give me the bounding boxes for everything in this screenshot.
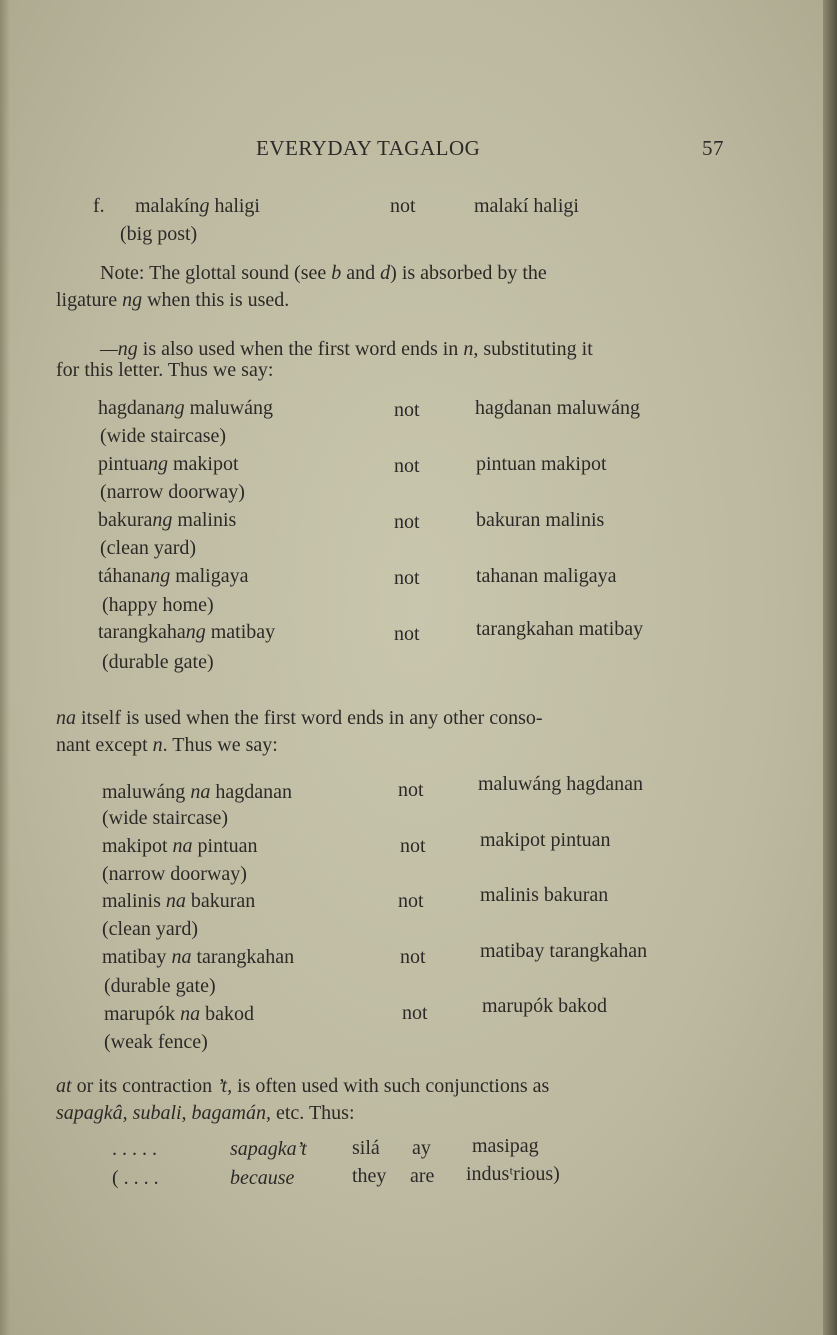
- term-na: na: [172, 835, 193, 857]
- ng-example-gloss: (clean yard): [100, 537, 197, 559]
- term-base: bakura: [98, 509, 153, 531]
- term-rest: makipot: [168, 453, 239, 475]
- item-f-marker: f.: [93, 195, 105, 217]
- ng-example-gloss: (narrow doorway): [100, 481, 245, 503]
- ng-example-term: [98, 396, 273, 420]
- item-f-not: not: [390, 195, 416, 217]
- term-ligature: ng: [185, 621, 206, 643]
- ng-example-term: [98, 564, 249, 588]
- na-example-alt: makipot pintuan: [480, 829, 611, 851]
- term-word1: makipot: [102, 835, 173, 857]
- na-example-not: not: [400, 835, 426, 857]
- na-example-term: [102, 889, 255, 913]
- na-rule-n: n: [152, 734, 163, 756]
- note-text: The glottal sound (see: [144, 262, 332, 284]
- na-rule-lead: na: [56, 707, 76, 729]
- na-example-gloss: (durable gate): [104, 975, 216, 997]
- term-word1: marupók: [104, 1003, 181, 1025]
- ng-rule-line-2: for this letter. Thus we say:: [56, 359, 274, 381]
- item-f-word2: haligi: [214, 195, 260, 217]
- at-rule-conjunctions: sapagkâ, subali, bagamán,: [56, 1102, 271, 1124]
- note-paragraph: [56, 260, 736, 314]
- ng-rule-text: , substituting it: [473, 338, 593, 360]
- item-f-ligature: g: [199, 195, 210, 217]
- at-rule-text: is often used with such conjunctions as: [232, 1075, 550, 1097]
- term-base: tarangkaha: [98, 621, 186, 643]
- term-rest: maluwáng: [184, 397, 273, 419]
- note-text: ) is absorbed by the: [390, 262, 547, 284]
- term-word1: matibay: [102, 946, 172, 968]
- ng-example-term: [98, 508, 236, 532]
- item-f-alt: malakí haligi: [474, 195, 579, 217]
- running-head: EVERYDAY TAGALOG: [256, 136, 481, 160]
- ng-example-term: [98, 452, 239, 476]
- ng-example-alt: tarangkahan matibay: [476, 618, 644, 640]
- na-example-gloss: (narrow doorway): [102, 863, 247, 885]
- at-rule-text: or its contraction: [71, 1075, 218, 1097]
- note-line-2: [56, 287, 736, 314]
- na-example-alt: matibay tarangkahan: [480, 940, 648, 962]
- term-word2: bakod: [200, 1003, 254, 1025]
- item-f-term: [135, 194, 260, 218]
- example-industrious: indusᵗrious): [466, 1163, 560, 1185]
- term-word2: hagdanan: [210, 781, 292, 803]
- ng-example-alt: hagdanan maluwáng: [475, 397, 640, 419]
- book-spine-shadow: [823, 0, 837, 1335]
- page-number: 57: [702, 136, 724, 160]
- term-ligature: ng: [164, 397, 185, 419]
- na-rule-line-1: [56, 705, 736, 732]
- at-rule-line-2: [56, 1100, 736, 1127]
- na-example-gloss: (clean yard): [102, 918, 199, 940]
- na-example-gloss: (weak fence): [104, 1031, 208, 1053]
- ng-example-not: not: [394, 399, 420, 421]
- at-rule-line-1: [56, 1073, 736, 1100]
- na-rule-line-2: [56, 732, 736, 759]
- na-rule-paragraph: [56, 705, 736, 759]
- na-rule-text: itself is used when the first word ends in any other conso-: [76, 707, 543, 729]
- at-rule-text: etc. Thus:: [271, 1102, 355, 1124]
- term-base: táhana: [98, 565, 151, 587]
- ng-rule-text: is also used when the first word ends in: [137, 338, 464, 360]
- ng-rule-n: n: [463, 338, 474, 360]
- term-word2: pintuan: [192, 835, 258, 857]
- note-text: when this is used.: [142, 289, 290, 311]
- term-na: na: [165, 890, 186, 912]
- term-word1: maluwáng: [102, 781, 191, 803]
- na-example-alt: malinis bakuran: [480, 884, 609, 906]
- note-b: b: [331, 262, 342, 284]
- ng-rule-paragraph: [56, 336, 736, 384]
- example-paren-dots: ( . . . .: [112, 1167, 159, 1189]
- example-sapagkat: sapagka’t: [230, 1138, 307, 1160]
- na-example-not: not: [398, 890, 424, 912]
- na-example-gloss: (wide staircase): [102, 807, 229, 829]
- ng-example-gloss: (durable gate): [102, 651, 214, 673]
- ng-example-gloss: (wide staircase): [100, 425, 227, 447]
- example-dots: . . . . .: [112, 1138, 157, 1160]
- term-na: na: [190, 781, 211, 803]
- example-sila: silá: [352, 1137, 380, 1159]
- na-example-term: [102, 834, 258, 858]
- term-ligature: ng: [148, 453, 168, 475]
- item-f-base: malakín: [135, 195, 200, 217]
- term-base: pintua: [98, 453, 148, 475]
- ng-example-not: not: [394, 567, 420, 589]
- term-na: na: [171, 946, 192, 968]
- na-rule-text: nant except: [56, 734, 153, 756]
- ng-example-gloss: (happy home): [102, 594, 214, 616]
- example-ay: ay: [412, 1137, 431, 1159]
- example-they: they: [352, 1165, 387, 1187]
- term-ligature: ng: [152, 509, 173, 531]
- example-are: are: [410, 1165, 435, 1187]
- page-left-edge: [0, 0, 10, 1335]
- term-word1: malinis: [102, 890, 166, 912]
- note-line-1: [56, 260, 736, 287]
- note-text: ligature: [56, 289, 123, 311]
- example-masipag: masipag: [472, 1135, 539, 1157]
- note-ng: ng: [122, 289, 143, 311]
- term-na: na: [180, 1003, 201, 1025]
- term-ligature: ng: [150, 565, 171, 587]
- ng-example-alt: bakuran malinis: [476, 509, 605, 531]
- term-rest: malinis: [172, 509, 237, 531]
- term-base: hagdana: [98, 397, 165, 419]
- at-rule-lead: at: [56, 1075, 72, 1097]
- na-rule-text: . Thus we say:: [162, 734, 278, 756]
- na-example-not: not: [398, 779, 424, 801]
- term-rest: maligaya: [170, 565, 249, 587]
- na-example-alt: marupók bakod: [482, 995, 607, 1017]
- na-example-term: [102, 945, 294, 969]
- term-rest: matibay: [205, 621, 276, 643]
- na-example-not: not: [400, 946, 426, 968]
- note-d: d: [380, 262, 391, 284]
- note-text: and: [341, 262, 381, 284]
- na-example-term: [102, 780, 292, 804]
- term-word2: bakuran: [185, 890, 256, 912]
- example-because: because: [230, 1167, 295, 1189]
- ng-example-not: not: [394, 623, 420, 645]
- ng-example-alt: pintuan makipot: [476, 453, 607, 475]
- at-rule-paragraph: [56, 1073, 736, 1127]
- ng-example-not: not: [394, 511, 420, 533]
- at-rule-contraction: ’t,: [217, 1075, 233, 1097]
- item-f-gloss: (big post): [120, 223, 198, 245]
- term-word2: tarangkahan: [191, 946, 295, 968]
- na-example-term: [104, 1002, 254, 1026]
- ng-example-alt: tahanan maligaya: [476, 565, 617, 587]
- ng-example-not: not: [394, 455, 420, 477]
- na-example-alt: maluwáng hagdanan: [478, 773, 643, 795]
- note-label: Note:: [100, 262, 145, 284]
- ng-rule-lead: —ng: [100, 338, 138, 360]
- na-example-not: not: [402, 1002, 428, 1024]
- ng-example-term: [98, 620, 275, 644]
